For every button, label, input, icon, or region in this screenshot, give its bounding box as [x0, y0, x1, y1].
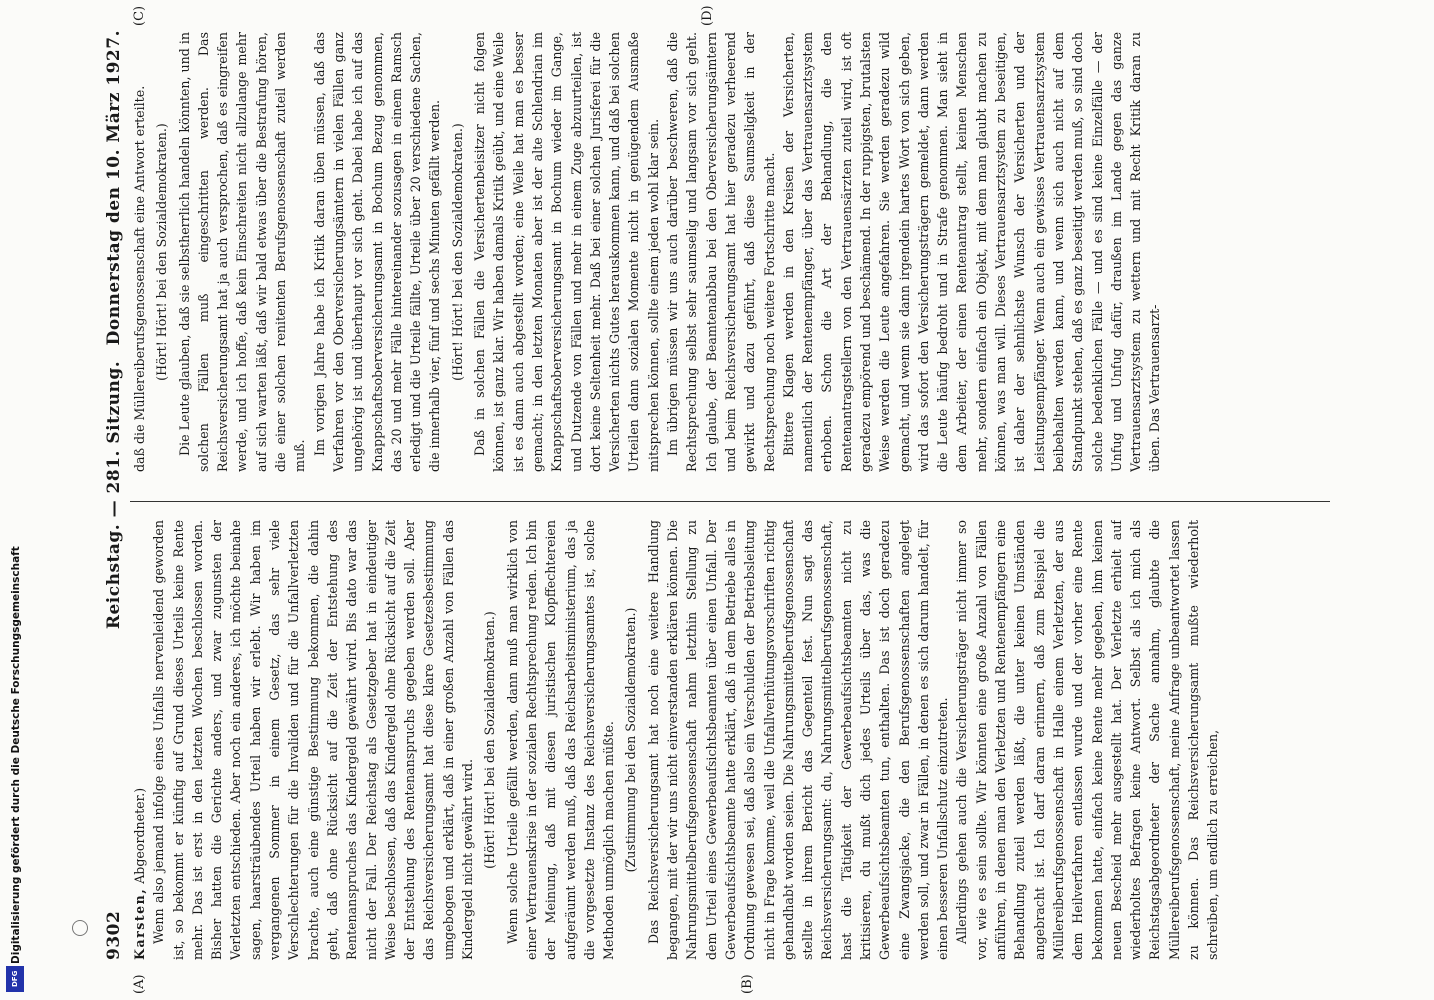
margin-marker-c: (C): [132, 5, 147, 26]
page-number: 9302: [104, 910, 124, 960]
paragraph-text: daß die Müllereiberufsgenossenschaft eine Antwort erteilte.: [132, 85, 147, 472]
text-column-left: [130, 520, 1330, 960]
paragraph-text: Allerdings gehen auch die Versicherungsträger nicht immer so vor, wie es sein sollte. Wir könnten eine große Anzahl von Fällen anführen, in denen man den Verletzten und Rentenempfängern eine Behandlung zuteil werden läßt, die unter keinen Umständen angebracht ist. Ich darf daran erinnern, daß zum Beispiel die Müllereiberufsgenossenschaft in Halle einem Verletzten, der aus dem Heilverfahren entlassen wurde und der vorher eine Rente bekommen hatte, einfach keine Rente mehr gegeben, ihm keinen neuen Bescheid mehr ausgestellt hat. Der Verletzte erhielt auf wiederholtes Befragen keine Antwort. Selbst als ich mich als Reichstagsabgeordneter der Sache annahm, glaubte die Müllereiberufsgenossenschaft, meine Anfrage unbeantwortet lassen zu können. Das Reichsversicherungsamt mußte wiederholt schreiben, um endlich zu erreichen,: [954, 520, 1221, 960]
paragraph: [310, 32, 445, 472]
paragraph-text: Im vorigen Jahre habe ich Kritik daran üben müssen, daß das Verfahren vor den Oberversicherungsämtern in vielen Fällen ganz ungehörig ist und überhaupt vor sich geht. Dabei habe ich auf das Knappschaftsoberversicherungsamt in Bochum Bezug genommen, das 20 und mehr Fälle hintereinander sozusagen in einem Ramsch erledigt und die Urteile fällte, Urteile über 20 verschiedene Sachen, die innerhalb vier, fünf und sechs Minuten gefällt werden.: [311, 32, 443, 472]
column-divider: [130, 501, 1330, 502]
dfg-logo: DFG: [6, 966, 24, 992]
paragraph: [952, 520, 1222, 960]
footer-credit: Digitalisierung gefördert durch die Deutsche Forschungsgemeinschaft: [10, 546, 22, 964]
paragraph-text: Wenn also jemand infolge eines Unfalls nervenleidend geworden ist, so bekommt er künftig auf Grund dieses Urteils keine Rente mehr. Das ist erst in den letzten Wochen beschlossen worden. Bisher hatten die Gerichte anders, und zwar zugunsten der Verletzten entschieden. Aber noch ein anderes, ich möchte beinahe sagen, haarsträubendes Urteil haben wir erlebt. Wir haben im vergangenen Sommer in einem Gesetz, das sehr viele Verschlechterungen für die Invaliden und für die Unfallverletzten brachte, auch eine günstige Bestimmung bekommen, die dahin geht, daß ohne Rücksicht auf die Zeit der Entstehung des Rentenanspruches das Kindergeld gewährt wird. Bis dato war das nicht der Fall. Der Reichstag als Gesetzgeber hat in eindeutiger Weise beschlossen, daß das Kindergeld ohne Rücksicht auf die Zeit der Entstehung des Rentenanspruchs gegeben werden soll. Aber das Reichsversicherungsamt hat diese klare Gesetzesbestimmung umgebogen und erklärt, daß in einer großen Anzahl von Fällen das Kindergeld nicht gewährt wird.: [151, 520, 476, 960]
footer-credit-strip: [6, 4, 24, 994]
paragraph-text: Daß in solchen Fällen die Versichertenbeisitzer nicht folgen können, ist ganz klar. Wir haben damals Kritik geübt, und eine Weile ist es dann auch abgestellt worden; eine Weile hat man es besser gemacht; in den letzten Monaten aber ist der alte Schlendrian im Knappschaftsoberversicherungsamt in Bochum wieder im Gange, und Dutzende von Fällen und mehr in einem Zuge abzuurteilen, ist dort keine Seltenheit mehr. Daß bei einer solchen Jurisferei für die Versicherten nichts Gutes herauskommen kann, und daß bei solchen Urteilen dann sozialen Momente nicht in genügendem Ausmaße mitsprechen können, sollte einem jeden wohl klar sein.: [472, 32, 661, 472]
page-header: [104, 30, 128, 960]
text-column-right: [130, 32, 1330, 472]
paragraph-text: Wenn solche Urteile gefällt werden, dann muß man wirklich von einer Vertrauenskrise in der sozialen Rechtsprechung reden. Ich bin der Meinung, daß mit diesen juristischen Klopffechtereien aufgeräumt werden muß, daß das Reichsarbeitsministerium, das ja die vorgesetzte Instanz des Reichsversicherungsamtes ist, solche Methoden unmöglich machen müßte.: [504, 520, 617, 960]
margin-marker-b: (B): [740, 974, 755, 994]
paragraph-text: Bittere Klagen werden in den Kreisen der Versicherten, namentlich der Rentenempfänger, über das Vertrauensarztsystem erhoben. Schon die Art der Behandlung, die den Rentenantragstellern von den Vertrauensärzten zuteil wird, ist oft geradezu empörend und beschämend. In der ruppigsten, brutalsten Weise werden die Leute angefahren. Sie werden geradezu wild gemacht, und wenn sie dann irgendein hartes Wort von sich geben, wird das sofort den Versicherungsträgern gemeldet, dann werden die Leute häufig bedroht und in Strafe genommen. Man sieht in dem Arbeiter, der einen Rentenantrag stellt, keinen Menschen mehr, sondern einfach ein Objekt, mit dem man glaubt machen zu können, was man will. Dieses Vertrauensarztsystem zu beseitigen, ist daher der sehnlichste Wunsch der Versicherten und der Leistungsempfänger. Wenn auch ein gewisses Vertrauensarztsystem beibehalten werden kann, und wenn sich auch nicht auf dem Standpunkt stehen, daß es ganz beseitigt werden muß, so sind doch solche bedenklichen Fälle — und es sind keine Einzelfälle — der Unfug und Unfug dafür, draußen im Lande gegen das ganze Vertrauensarztsystem zu wettern und mit Recht Kritik daran zu üben. Das Vertrauensarzt-: [780, 32, 1163, 472]
ornament-circle: [72, 920, 88, 936]
interjection: (Zustimmung bei den Sozialdemokraten.): [623, 607, 639, 873]
margin-marker-a: (A): [132, 974, 147, 994]
paragraph: [644, 520, 953, 960]
paragraph: [175, 32, 310, 472]
header-session: Reichstag. — 281. Sitzung.: [104, 360, 124, 630]
header-date: Donnerstag den 10. März 1927.: [104, 30, 124, 346]
speaker-name: Karsten,: [132, 887, 147, 960]
paragraph-text: Die Leute glauben, daß sie selbstherrlich handeln könnten, und in solchen Fällen muß eingeschritten werden. Das Reichsversicherungsamt hat ja auch versprochen, daß es eingreifen werde, und ich hoffe, daß kein Einschreiten nicht allzulange mehr auf sich warten läßt, daß wir bald etwas über die Bestrafung hören, die einer solchen renitenten Berufsgenossenschaft zuteil werden muß.: [176, 32, 308, 472]
paragraph: [130, 520, 149, 960]
paragraph: [663, 32, 779, 472]
paragraph-text: Im übrigen müssen wir uns auch darüber beschweren, daß die Rechtsprechung selbst sehr saumselig und langsam vor sich geht. Ich glaube, der Beamtenabbau bei den Oberversicherungsämtern und beim Reichsversicherungsamt hat hier geradezu verheerend gewirkt und dazu geführt, daß diese Saumseligkeit in der Rechtsprechung noch weitere Fortschritte macht.: [665, 32, 777, 472]
paragraph-text: Das Reichsversicherungsamt hat noch eine weitere Handlung begangen, mit der wir uns nicht einverstanden erklären können. Die Nahrungsmittelberufsgenossenschaft nahm letzthin Stellung zu dem Urteil eines Gewerbeaufsichtsbeamten über einen Unfall. Der Gewerbeaufsichtsbeamte hatte erklärt, daß in dem Betriebe alles in Ordnung gewesen sei, daß also ein Verschulden der Betriebsleitung nicht in Frage komme, weil die Unfallverhütungsvorschriften richtig gehandhabt worden seien. Die Nahrungsmittelberufsgenossenschaft stellte in ihrem Bericht das Gegenteil fest. Nun sagt das Reichsversicherungsamt: du, Nahrungsmittelberufsgenossenschaft, hast die Tätigkeit der Gewerbeaufsichtsbeamten nicht zu kritisieren, du mußt dich jedes Urteils über das, was die Gewerbeaufsichtsbeamten tun, enthalten. Das ist doch geradezu eine Zwangsjacke, die den Berufsgenossenschaften angelegt werden soll, und zwar in Fällen, in denen es sich darum handelt, für einen besseren Unfallschutz einzutreten.: [645, 520, 951, 960]
interjection: (Hört! Hört! bei den Sozialdemokraten.): [449, 123, 465, 381]
paragraph-text: Abgeordneter.): [132, 787, 147, 888]
paragraph: [779, 32, 1165, 472]
paragraph: [149, 520, 477, 960]
margin-marker-d: (D): [700, 5, 715, 26]
interjection: (Hört! Hört! bei den Sozialdemokraten.): [482, 611, 498, 869]
interjection: (Hört! Hört! bei den Sozialdemokraten.): [154, 123, 170, 381]
paragraph: [470, 32, 663, 472]
paragraph: [130, 32, 149, 472]
paragraph: [503, 520, 619, 960]
